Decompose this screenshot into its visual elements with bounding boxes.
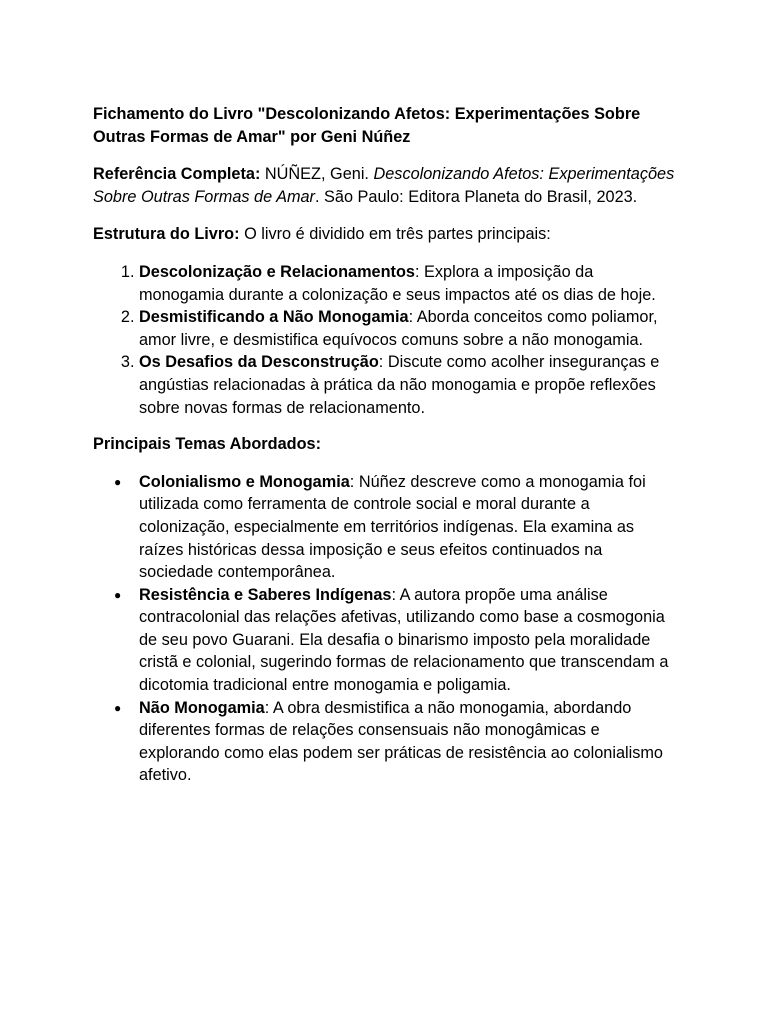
part-name: Desmistificando a Não Monogamia — [139, 308, 409, 327]
theme-name: Não Monogamia — [139, 698, 265, 717]
reference-label: Referência Completa: — [93, 165, 261, 184]
list-item — [139, 697, 678, 787]
theme-text: : A obra desmistifica a não monogamia, abordando diferentes formas de relações consensuais não monogâmicas e explorando como elas podem ser práticas de resistência ao colonialismo afetivo. — [139, 698, 663, 785]
themes-heading: Principais Temas Abordados: — [93, 435, 321, 454]
themes-list — [93, 471, 678, 787]
theme-name: Resistência e Saberes Indígenas — [139, 585, 392, 604]
reference-author: NÚÑEZ, Geni. — [260, 165, 374, 184]
reference-paragraph — [93, 163, 678, 208]
theme-text: : A autora propõe uma análise contracolonial das relações afetivas, utilizando como base a cosmogonia de seu povo Guarani. Ela desafia o binarismo imposto pela moralidade cristã e colonial, sugerindo formas de relacionamento que transcendam a dicotomia tradicional entre monogamia e poligamia. — [139, 585, 669, 695]
list-item — [139, 306, 678, 351]
theme-text: : Núñez descreve como a monogamia foi utilizada como ferramenta de controle social e moral durante a colonização, especialmente em territórios indígenas. Ela examina as raízes históricas dessa imposição e seus efeitos continuados na sociedade contemporânea. — [139, 472, 646, 582]
part-text: : Discute como acolher inseguranças e angústias relacionadas à prática da não monogamia e propõe reflexões sobre novas formas de relacionamento. — [139, 353, 660, 417]
list-item — [139, 471, 678, 584]
part-text: : Aborda conceitos como poliamor, amor livre, e desmistifica equívocos comuns sobre a não monogamia. — [139, 308, 658, 349]
part-text: : Explora a imposição da monogamia durante a colonização e seus impactos até os dias de hoje. — [139, 262, 656, 304]
theme-name: Colonialismo e Monogamia — [139, 472, 350, 491]
reference-publication: . São Paulo: Editora Planeta do Brasil, 2023. — [314, 187, 638, 206]
part-name: Descolonização e Relacionamentos — [139, 262, 415, 281]
list-item — [139, 261, 678, 306]
structure-parts-list — [93, 261, 678, 419]
structure-paragraph — [93, 223, 678, 246]
document-title: Fichamento do Livro "Descolonizando Afetos: Experimentações Sobre Outras Formas de Amar" por Geni Núñez — [93, 105, 641, 146]
reference-book-title: Descolonizando Afetos: Experimentações Sobre Outras Formas de Amar — [93, 165, 675, 206]
list-item — [139, 351, 678, 419]
part-name: Os Desafios da Desconstrução — [139, 353, 379, 372]
structure-label: Estrutura do Livro: — [93, 225, 240, 244]
list-item — [139, 584, 678, 697]
structure-intro: O livro é dividido em três partes principais: — [239, 225, 551, 244]
